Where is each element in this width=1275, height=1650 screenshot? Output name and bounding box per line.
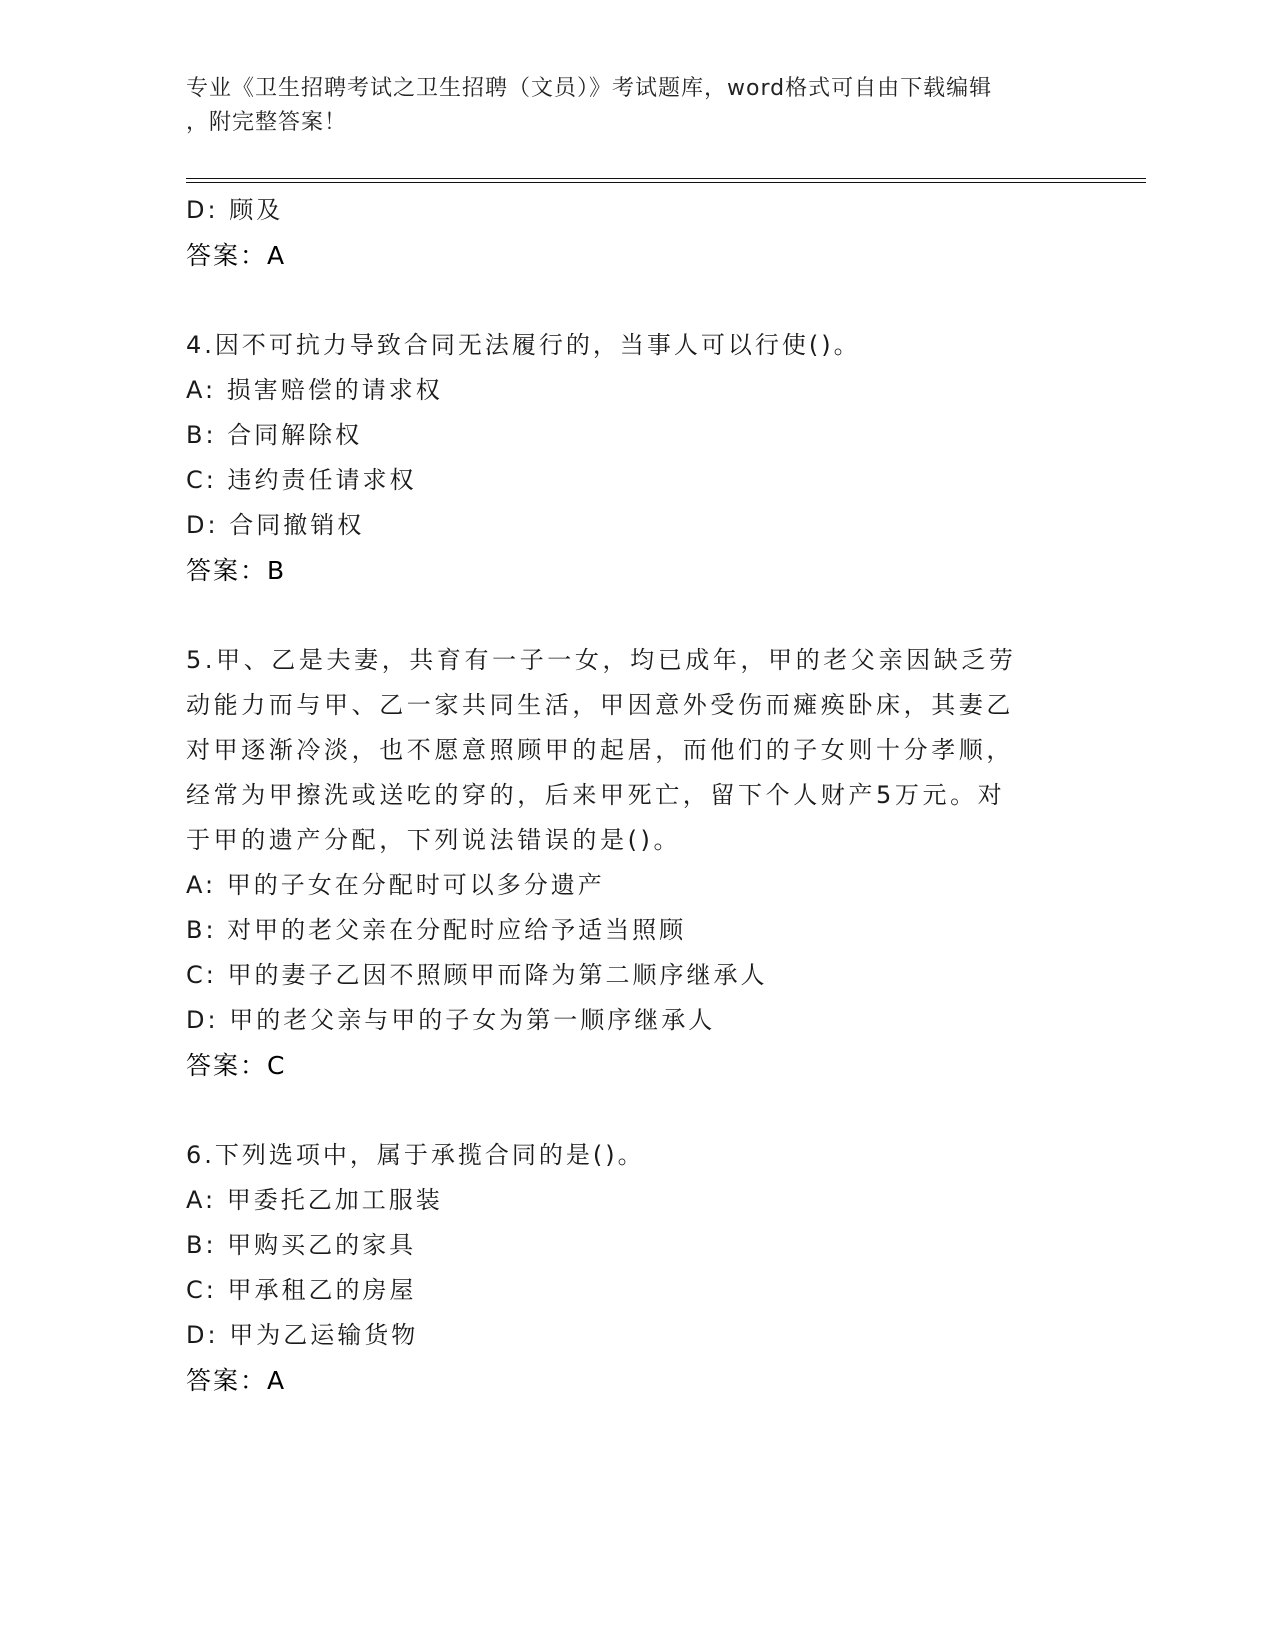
question-stem-line: 经常为甲擦洗或送吃的穿的，后来甲死亡，留下个人财产5万元。对 [186, 781, 1006, 809]
question-4 [186, 323, 1086, 593]
option-b: B: 甲购买乙的家具 [186, 1231, 417, 1259]
answer: 答案：A [186, 241, 287, 270]
question-stem-line: 5.甲、乙是夫妻，共育有一子一女，均已成年，甲的老父亲因缺乏劳 [186, 646, 1017, 674]
spacer [186, 593, 1086, 638]
option-a: A: 甲的子女在分配时可以多分遗产 [186, 871, 605, 899]
spacer [186, 1088, 1086, 1133]
question-stem-line: 对甲逐渐冷淡，也不愿意照顾甲的起居，而他们的子女则十分孝顺， [186, 736, 1014, 764]
option-c: C: 甲承租乙的房屋 [186, 1276, 417, 1304]
answer: 答案：A [186, 1366, 287, 1395]
answer: 答案：C [186, 1051, 287, 1080]
header-line-1: 专业《卫生招聘考试之卫生招聘（文员）》考试题库，word格式可自由下载编辑 [186, 76, 993, 101]
option-d: D: 甲为乙运输货物 [186, 1321, 419, 1349]
question-stem-line: 动能力而与甲、乙一家共同生活，甲因意外受伤而瘫痪卧床，其妻乙 [186, 691, 1014, 719]
option-c: C: 违约责任请求权 [186, 466, 417, 494]
question-stem: 6.下列选项中，属于承揽合同的是()。 [186, 1141, 645, 1169]
option-d: D: 甲的老父亲与甲的子女为第一顺序继承人 [186, 1006, 716, 1034]
question-5 [186, 638, 1086, 1088]
option-c: C: 甲的妻子乙因不照顾甲而降为第二顺序继承人 [186, 961, 768, 989]
option-a: A: 甲委托乙加工服装 [186, 1186, 443, 1214]
spacer [186, 278, 1086, 323]
option-b: B: 对甲的老父亲在分配时应给予适当照顾 [186, 916, 687, 944]
question-list [186, 188, 1086, 1403]
option-d: D: 合同撤销权 [186, 511, 365, 539]
option-b: B: 合同解除权 [186, 421, 363, 449]
question-stem: 4.因不可抗力导致合同无法履行的，当事人可以行使()。 [186, 331, 861, 359]
header-line-2: ，附完整答案！ [186, 110, 348, 135]
question-6 [186, 1133, 1086, 1403]
header-divider-top [186, 178, 1146, 179]
document-header [186, 72, 1066, 140]
option-d: D: 顾及 [186, 196, 284, 224]
header-divider-bottom [186, 182, 1146, 183]
question-stem-line: 于甲的遗产分配，下列说法错误的是()。 [186, 826, 682, 854]
answer: 答案：B [186, 556, 287, 585]
option-a: A: 损害赔偿的请求权 [186, 376, 443, 404]
